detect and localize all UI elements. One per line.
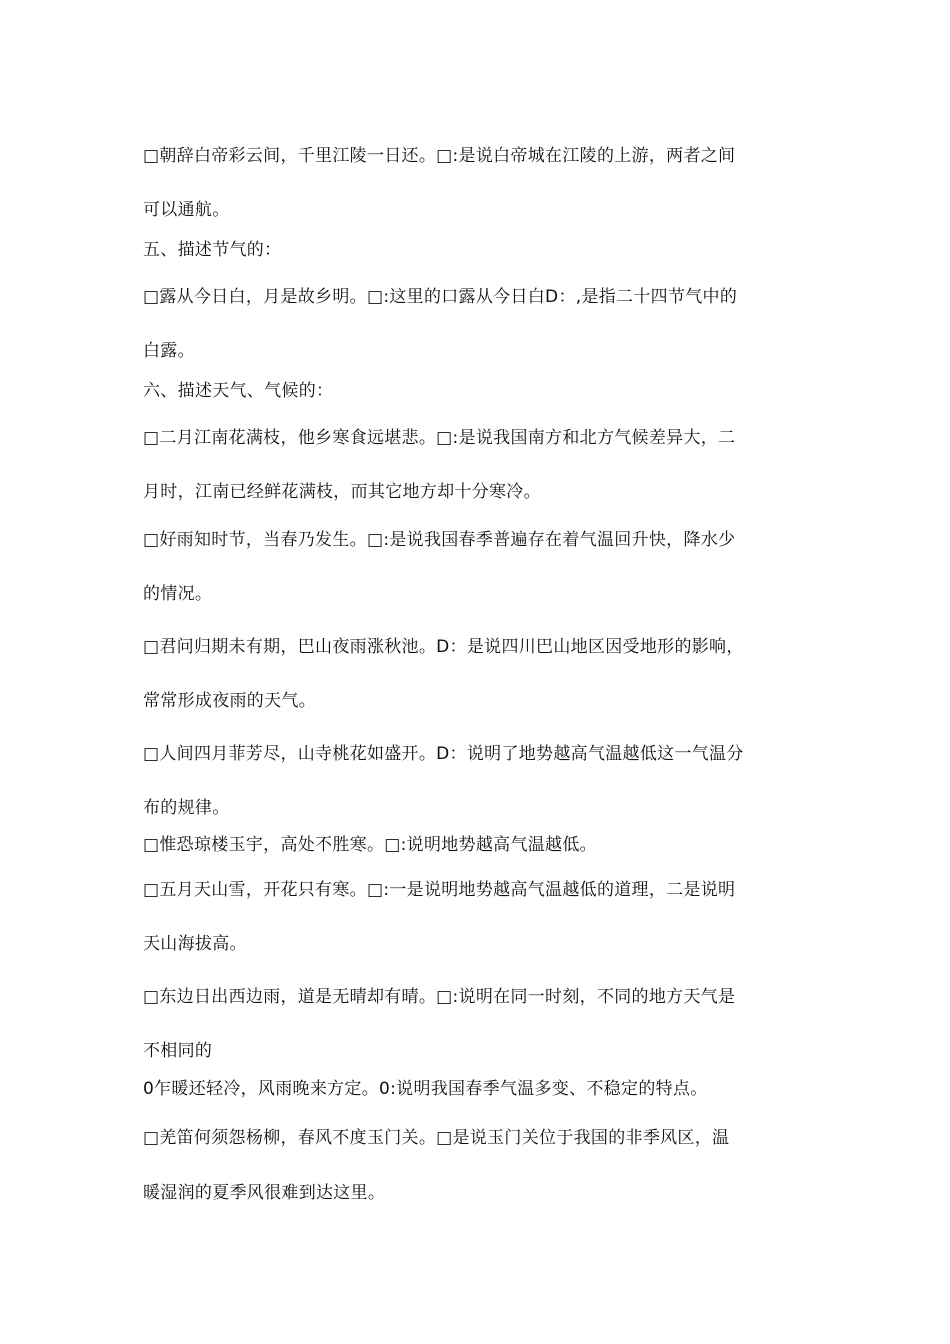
text-line: 常常形成夜雨的天气。 xyxy=(143,691,316,711)
section-heading: 六、描述天气、气候的： xyxy=(143,381,334,401)
text-line: 天山海拔高。 xyxy=(143,934,247,954)
text-line: 布的规律。 xyxy=(143,798,230,818)
section-heading: 五、描述节气的： xyxy=(143,240,282,260)
text-line: □五月天山雪，开花只有寒。□:一是说明地势越高气温越低的道理，二是说明 xyxy=(143,880,736,900)
text-line: 可以通航。 xyxy=(143,200,230,220)
text-line: 暖湿润的夏季风很难到达这里。 xyxy=(143,1183,386,1203)
text-line: 月时，江南已经鲜花满枝，而其它地方却十分寒冷。 xyxy=(143,482,541,502)
text-line: □二月江南花满枝，他乡寒食远堪悲。□:是说我国南方和北方气候差异大，二 xyxy=(143,428,736,448)
text-line: □君问归期未有期，巴山夜雨涨秋池。D：是说四川巴山地区因受地形的影响， xyxy=(143,637,744,657)
text-line: □惟恐琼楼玉宇，高处不胜寒。□:说明地势越高气温越低。 xyxy=(143,835,597,855)
text-line: 不相同的 xyxy=(143,1041,213,1061)
text-line: □东边日出西边雨，道是无晴却有晴。□:说明在同一时刻，不同的地方天气是 xyxy=(143,987,736,1007)
text-line: 的情况。 xyxy=(143,584,213,604)
text-line: □羌笛何须怨杨柳，春风不度玉门关。□是说玉门关位于我国的非季风区，温 xyxy=(143,1128,730,1148)
text-line: □朝辞白帝彩云间，千里江陵一日还。□:是说白帝城在江陵的上游，两者之间 xyxy=(143,146,736,166)
text-line: □人间四月菲芳尽，山寺桃花如盛开。D：说明了地势越高气温越低这一气温分 xyxy=(143,744,744,764)
text-line: □露从今日白，月是故乡明。□:这里的口露从今日白D：,是指二十四节气中的 xyxy=(143,287,738,307)
text-line: □好雨知时节，当春乃发生。□:是说我国春季普遍存在着气温回升快，降水少 xyxy=(143,530,736,550)
text-line: 白露。 xyxy=(143,341,195,361)
text-line: 0乍暖还轻冷，风雨晚来方定。0:说明我国春季气温多变、不稳定的特点。 xyxy=(143,1079,708,1099)
